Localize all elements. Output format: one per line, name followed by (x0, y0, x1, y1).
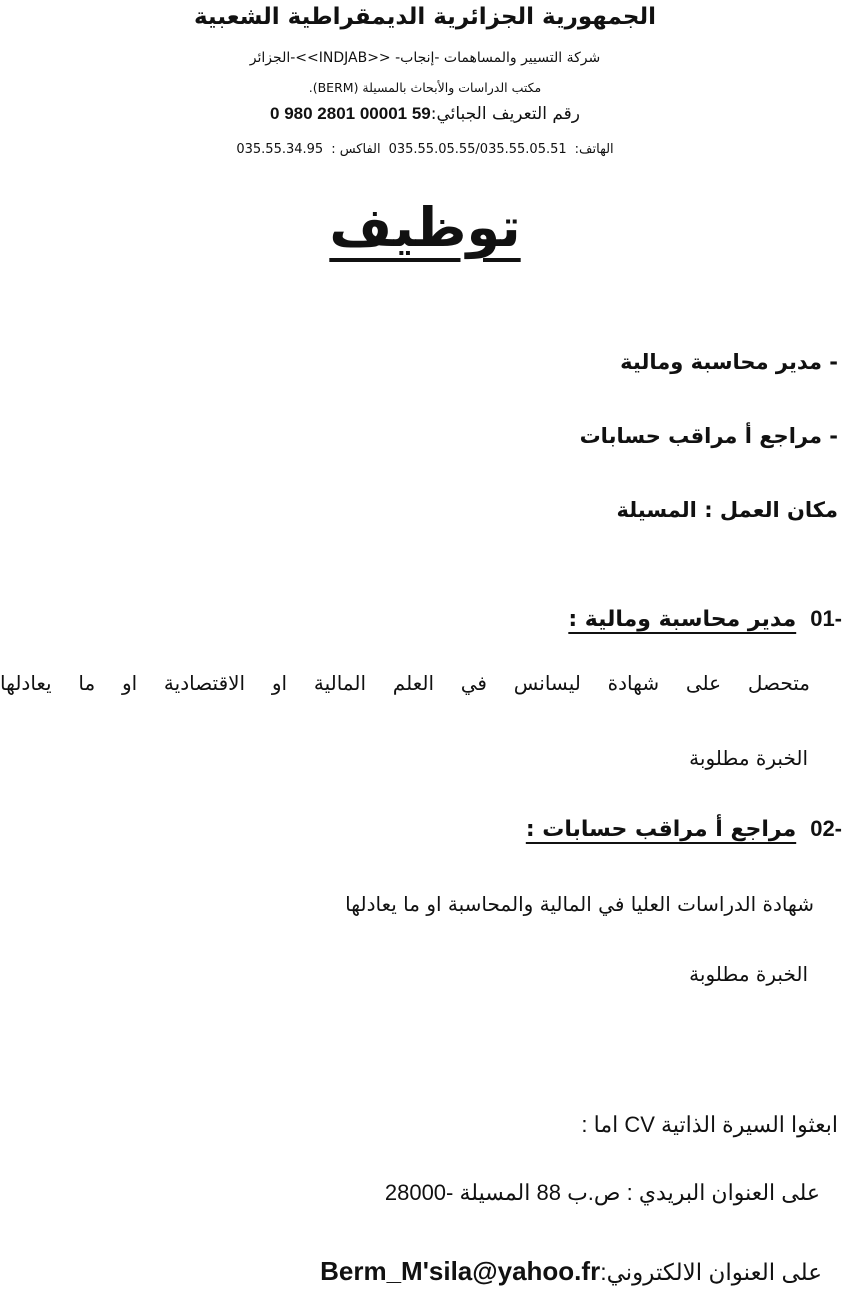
section-2-experience: الخبرة مطلوبة (689, 962, 808, 986)
section-1-title: مدير محاسبة ومالية : (568, 607, 797, 632)
phone-value: 035.55.05.55/035.55.05.51 (388, 142, 567, 157)
section-1-heading (564, 606, 842, 632)
phone-label: الهاتف: (574, 142, 614, 157)
postal-address: على العنوان البريدي : ص.ب 88 المسيلة -28000 (384, 1180, 820, 1205)
fax-value: 035.55.34.95 (236, 142, 324, 157)
email-address[interactable]: Berm_M'sila@yahoo.fr (320, 1256, 601, 1286)
department-name: مكتب الدراسات والأبحاث بالمسيلة (BERM). (308, 80, 542, 95)
section-2-title: مراجع أ مراقب حسابات : (525, 817, 797, 842)
section-2-number: 02- (810, 816, 842, 841)
section-1-number: 01- (810, 606, 842, 631)
contact-numbers-line (0, 142, 850, 157)
fiscal-id-label: رقم التعريف الجبائي: (430, 104, 580, 124)
page-title: توظيف (329, 196, 521, 259)
email-line (320, 1256, 822, 1287)
fiscal-id-value: 0 980 2801 00001 59 (270, 104, 431, 123)
position-list-item-1: - مدير محاسبة ومالية (620, 350, 838, 374)
fax-label: الفاكس : (331, 142, 381, 157)
republic-heading: الجمهورية الجزائرية الديمقراطية الشعبية (193, 4, 657, 30)
section-2-requirement: شهادة الدراسات العليا في المالية والمحاسبة او ما يعادلها (345, 892, 814, 916)
section-1-experience: الخبرة مطلوبة (689, 746, 808, 770)
contact-intro: ابعثوا السيرة الذاتية CV اما : (581, 1112, 838, 1137)
workplace: مكان العمل : المسيلة (616, 498, 838, 522)
section-1-requirement: متحصل على شهادة ليسانس في العلم المالية او الاقتصادية او ما يعادلها (0, 671, 810, 695)
position-list-item-2: - مراجع أ مراقب حسابات (579, 424, 838, 448)
email-label: على العنوان الالكتروني: (600, 1259, 822, 1285)
company-name: شركة التسيير والمساهمات -إنجاب- <<INDJAB>>-الجزائر (249, 50, 601, 66)
fiscal-id-line (0, 104, 850, 124)
section-2-heading (522, 816, 842, 842)
